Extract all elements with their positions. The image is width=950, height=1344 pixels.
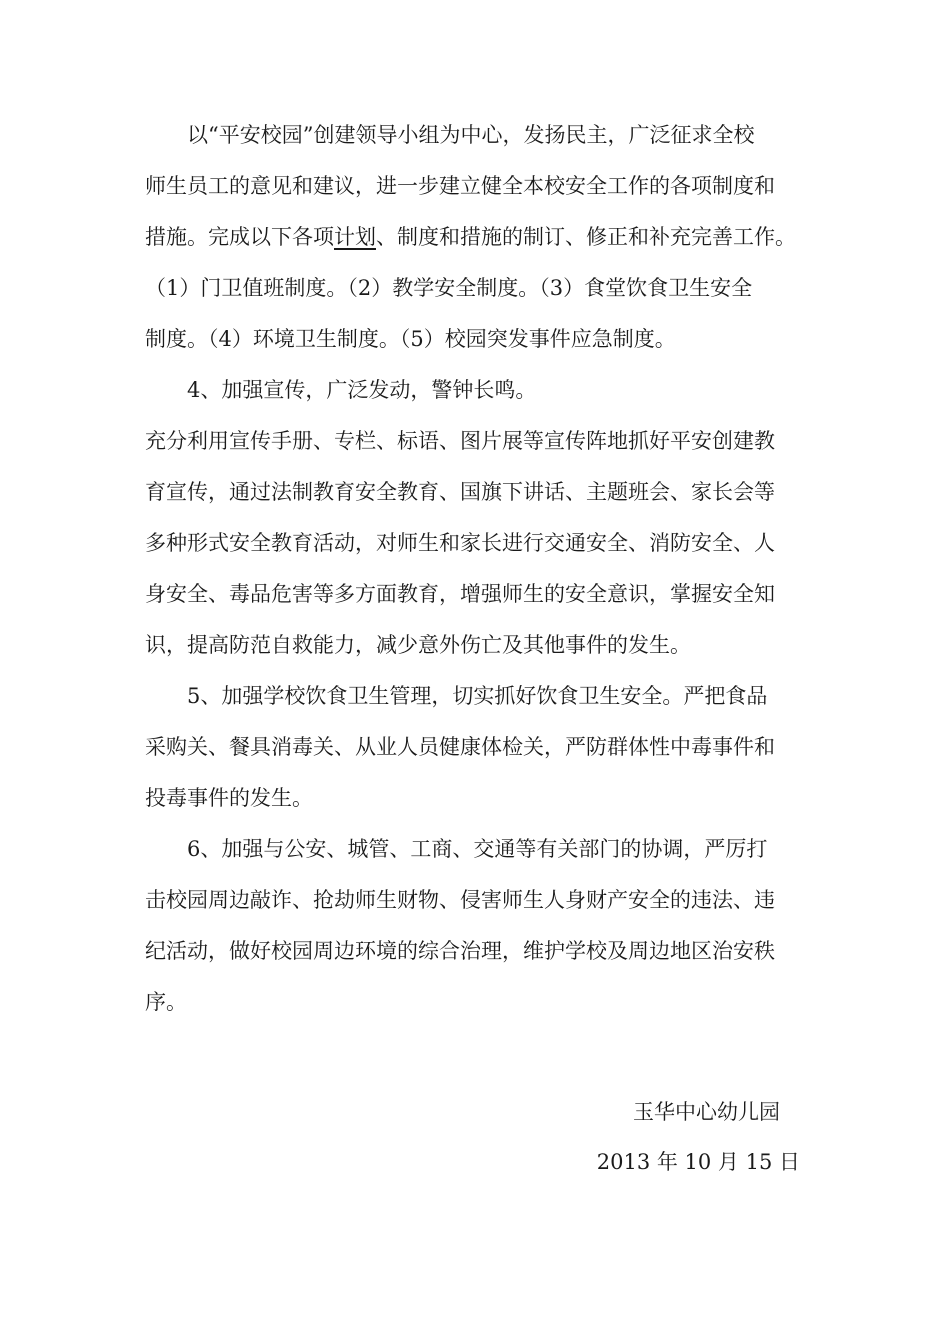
paragraph-line-8: 育宣传，通过法制教育安全教育、国旗下讲话、主题班会、家长会等 [145, 480, 775, 504]
paragraph-line-17: 纪活动，做好校园周边环境的综合治理，维护学校及周边地区治安秩 [145, 939, 775, 963]
signature-organization: 玉华中心幼儿园 [633, 1100, 780, 1124]
paragraph-line-10: 身安全、毒品危害等多方面教育，增强师生的安全意识，掌握安全知 [145, 582, 775, 606]
paragraph-line-18: 序。 [145, 990, 187, 1014]
paragraph-line-11: 识，提高防范自救能力，减少意外伤亡及其他事件的发生。 [145, 633, 691, 657]
paragraph-line-2: 师生员工的意见和建议，进一步建立健全本校安全工作的各项制度和 [145, 174, 775, 198]
paragraph-line-1: 以“平安校园”创建领导小组为中心，发扬民主，广泛征求全校 [187, 123, 755, 147]
document-body [145, 110, 807, 1028]
section-heading-6: 6、加强与公安、城管、工商、交通等有关部门的协调，严厉打 [187, 837, 768, 861]
section-heading-5: 5、加强学校饮食卫生管理，切实抓好饮食卫生安全。严把食品 [187, 684, 768, 708]
signature-date: 2013 年 10 月 15 日 [596, 1150, 800, 1174]
paragraph-line-7: 充分利用宣传手册、专栏、标语、图片展等宣传阵地抓好平安创建教 [145, 429, 775, 453]
paragraph-line-3: 措施。完成以下各项计划、制度和措施的制订、修正和补充完善工作。 [145, 225, 796, 249]
paragraph-line-14: 投毒事件的发生。 [145, 786, 313, 810]
underlined-word: 计划 [334, 225, 376, 249]
section-heading-4: 4、加强宣传，广泛发动，警钟长鸣。 [187, 378, 537, 402]
paragraph-line-13: 采购关、餐具消毒关、从业人员健康体检关，严防群体性中毒事件和 [145, 735, 775, 759]
paragraph-line-16: 击校园周边敲诈、抢劫师生财物、侵害师生人身财产安全的违法、违 [145, 888, 775, 912]
paragraph-line-4: （1）门卫值班制度。（2）教学安全制度。（3）食堂饮食卫生安全 [145, 276, 753, 300]
paragraph-line-9: 多种形式安全教育活动，对师生和家长进行交通安全、消防安全、人 [145, 531, 775, 555]
paragraph-line-5: 制度。（4）环境卫生制度。（5）校园突发事件应急制度。 [145, 327, 676, 351]
